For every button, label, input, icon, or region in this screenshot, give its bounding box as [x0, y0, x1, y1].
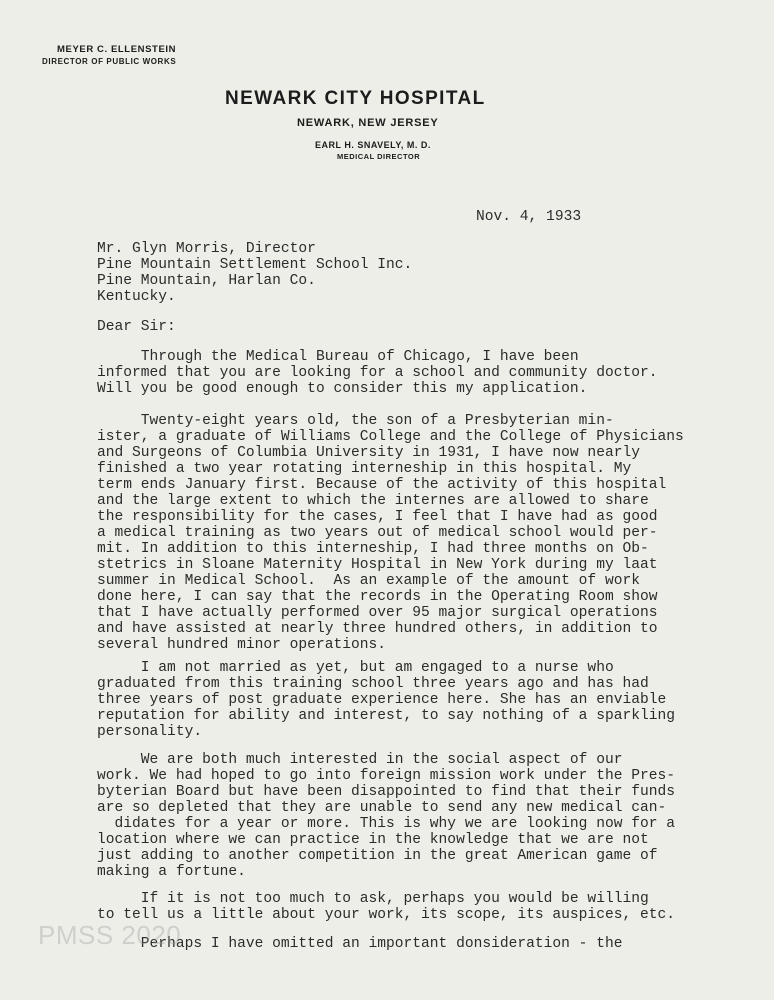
director-title: DIRECTOR OF PUBLIC WORKS [42, 57, 177, 66]
recipient-address [97, 241, 412, 305]
paragraph-motivation [97, 752, 675, 880]
salutation: Dear Sir: [97, 319, 176, 335]
letter-date: Nov. 4, 1933 [476, 209, 582, 225]
director-name: MEYER C. ELLENSTEIN [57, 44, 177, 55]
text-line: to tell us a little about your work, its scope, its auspices, etc. [97, 907, 676, 923]
text-line: several hundred minor operations. [97, 637, 387, 653]
address-line: Pine Mountain Settlement School Inc. [97, 257, 413, 273]
hospital-city: NEWARK, NEW JERSEY [297, 117, 439, 129]
archive-watermark: PMSS 2020 [38, 920, 182, 950]
text-line: just adding to another competition in the great American game of [97, 848, 658, 864]
text-line: I am not married as yet, but am engaged to a nurse who [97, 660, 614, 676]
address-line: Pine Mountain, Harlan Co. [97, 273, 316, 289]
text-line: reputation for ability and interest, to say nothing of a sparkling [97, 708, 676, 724]
text-line: that I have actually performed over 95 major surgical operations [97, 605, 658, 621]
hospital-name: NEWARK CITY HOSPITAL [225, 88, 486, 109]
text-line: term ends January first. Because of the activity of this hospital [97, 477, 667, 493]
paragraph-application [97, 349, 658, 397]
text-line: making a fortune. [97, 864, 246, 880]
text-line: three years of post graduate experience here. She has an enviable [97, 692, 667, 708]
text-line: graduated from this training school three years ago and has had [97, 676, 649, 692]
text-line: Will you be good enough to consider this my application. [97, 381, 588, 397]
text-line: mit. In addition to this interneship, I had three months on Ob- [97, 541, 649, 557]
text-line: Perhaps I have omitted an important donsideration - the [97, 936, 623, 952]
text-line: the responsibility for the cases, I feel that I have had as good [97, 509, 658, 525]
text-line: Twenty-eight years old, the son of a Presbyterian min- [97, 413, 614, 429]
text-line: finished a two year rotating interneship in this hospital. My [97, 461, 632, 477]
text-line: work. We had hoped to go into foreign mission work under the Pres- [97, 768, 676, 784]
medical-director-name: EARL H. SNAVELY, M. D. [315, 140, 431, 150]
text-line: and the large extent to which the internes are allowed to share [97, 493, 649, 509]
text-line: stetrics in Sloane Maternity Hospital in New York during my laat [97, 557, 658, 573]
text-line: Through the Medical Bureau of Chicago, I have been [97, 349, 579, 365]
text-line: byterian Board but have been disappointed to find that their funds [97, 784, 676, 800]
text-line: a medical training as two years out of medical school would per- [97, 525, 658, 541]
text-line: didates for a year or more. This is why we are looking now for a [97, 816, 676, 832]
paragraph-personal [97, 660, 675, 740]
text-line: informed that you are looking for a school and community doctor. [97, 365, 658, 381]
paragraph-request [97, 891, 675, 923]
text-line: If it is not too much to ask, perhaps you would be willing [97, 891, 649, 907]
text-line: summer in Medical School. As an example of the amount of work [97, 573, 640, 589]
text-line: location where we can practice in the knowledge that we are not [97, 832, 649, 848]
text-line: and Surgeons of Columbia University in 1931, I have now nearly [97, 445, 640, 461]
text-line: personality. [97, 724, 203, 740]
text-line: are so depleted that they are unable to send any new medical can- [97, 800, 667, 816]
text-line: We are both much interested in the social aspect of our [97, 752, 623, 768]
text-line: ister, a graduate of Williams College and the College of Physicians [97, 429, 684, 445]
medical-director-title: MEDICAL DIRECTOR [337, 152, 421, 161]
paragraph-qualifications [97, 413, 684, 653]
address-line: Mr. Glyn Morris, Director [97, 241, 316, 257]
text-line: and have assisted at nearly three hundred others, in addition to [97, 621, 658, 637]
address-line: Kentucky. [97, 289, 176, 305]
text-line: done here, I can say that the records in the Operating Room show [97, 589, 658, 605]
